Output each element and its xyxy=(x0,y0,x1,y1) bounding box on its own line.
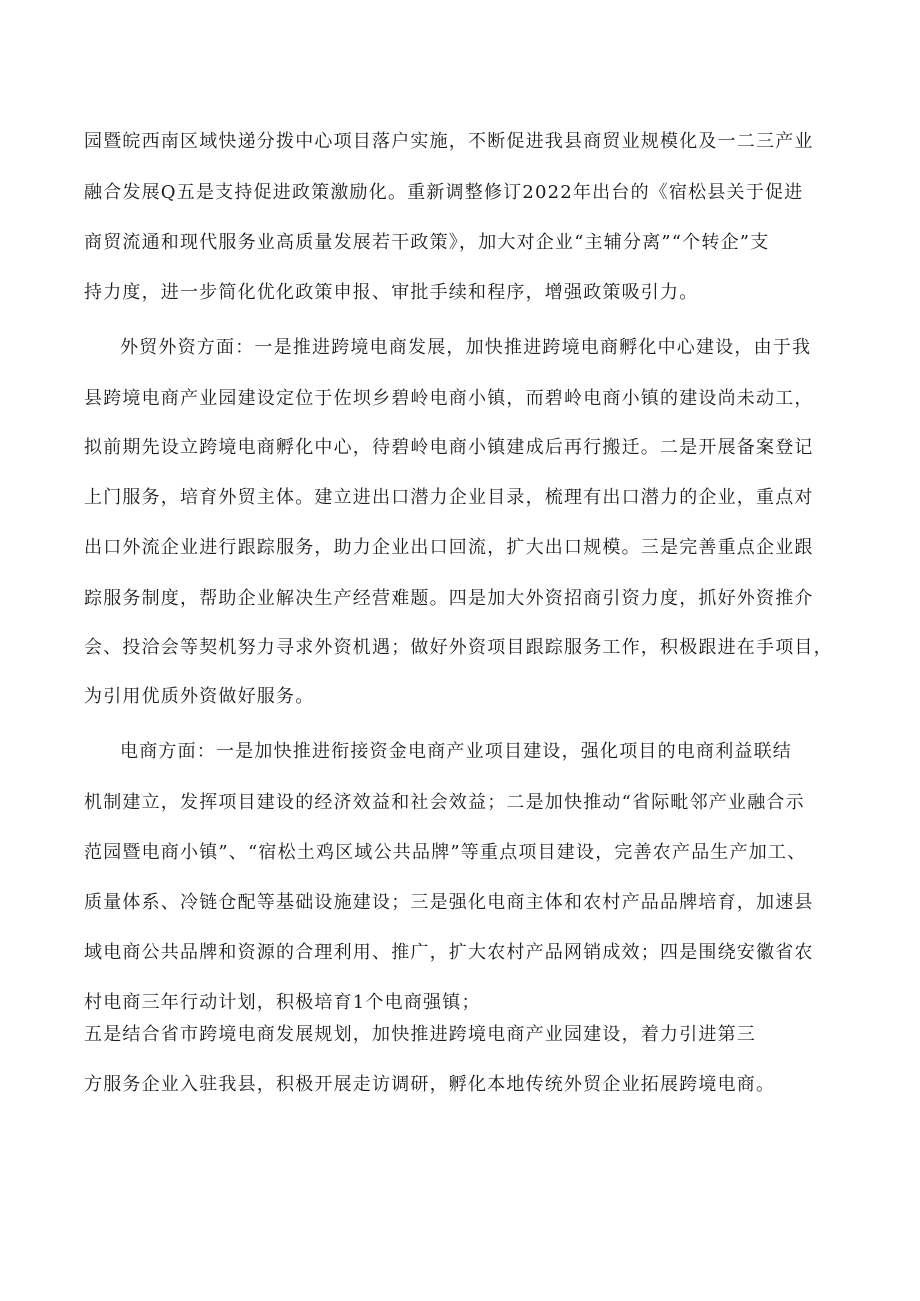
text-line: 出口外流企业进行跟踪服务，助力企业出口回流，扩大出口规模。三是完善重点企业跟 xyxy=(84,537,814,558)
text-line: 会、投洽会等契机努力寻求外资机遇；做好外资项目跟踪服务工作，积极跟进在手项目， xyxy=(84,637,833,658)
text-line: 融合发展Q五是支持促进政策激励化。重新调整修订2022年出台的《宿松县关于促进 xyxy=(84,182,804,203)
text-line: 范园暨电商小镇”、“宿松土鸡区域公共品牌”等重点项目建设，完善农产品生产加工、 xyxy=(84,842,807,863)
text-line: 踪服务制度，帮助企业解决生产经营难题。四是加大外资招商引资力度，抓好外资推介 xyxy=(84,588,814,609)
text-line: 持力度，进一步简化优化政策申报、审批手续和程序，增强政策吸引力。 xyxy=(84,282,699,303)
text-line: 五是结合省市跨境电商发展规划，加快推进跨境电商产业园建设，着力引进第三 xyxy=(84,1024,756,1045)
text-line: 机制建立，发挥项目建设的经济效益和社会效益；二是加快推动“省际毗邻产业融合示 xyxy=(84,792,805,813)
text-line: 上门服务，培育外贸主体。建立进出口潜力企业目录，梳理有出口潜力的企业，重点对 xyxy=(84,487,814,508)
text-line: 电商方面：一是加快推进衔接资金电商产业项目建设，强化项目的电商利益联结 xyxy=(120,741,792,762)
text-line: 村电商三年行动计划，积极培育1个电商强镇； xyxy=(84,992,481,1013)
text-line: 为引用优质外资做好服务。 xyxy=(84,686,315,707)
text-line: 园暨皖西南区域快递分拨中心项目落户实施，不断促进我县商贸业规模化及一二三产业 xyxy=(84,131,814,152)
text-line: 质量体系、冷链仓配等基础设施建设；三是强化电商主体和农村产品品牌培育，加速县 xyxy=(84,892,814,913)
text-line: 外贸外资方面：一是推进跨境电商发展，加快推进跨境电商孵化中心建设，由于我 xyxy=(120,337,812,358)
text-line: 县跨境电商产业园建设定位于佐坝乡碧岭电商小镇，而碧岭电商小镇的建设尚未动工， xyxy=(84,388,814,409)
text-line: 拟前期先设立跨境电商孵化中心，待碧岭电商小镇建成后再行搬迁。二是开展备案登记 xyxy=(84,437,814,458)
text-line: 域电商公共品牌和资源的合理利用、推广，扩大农村产品网销成效；四是围绕安徽省农 xyxy=(84,942,814,963)
text-line: 方服务企业入驻我县，积极开展走访调研，孵化本地传统外贸企业拓展跨境电商。 xyxy=(84,1074,776,1095)
text-line: 商贸流通和现代服务业高质量发展若干政策》，加大对企业“主辅分离”“个转企”支 xyxy=(84,232,770,253)
